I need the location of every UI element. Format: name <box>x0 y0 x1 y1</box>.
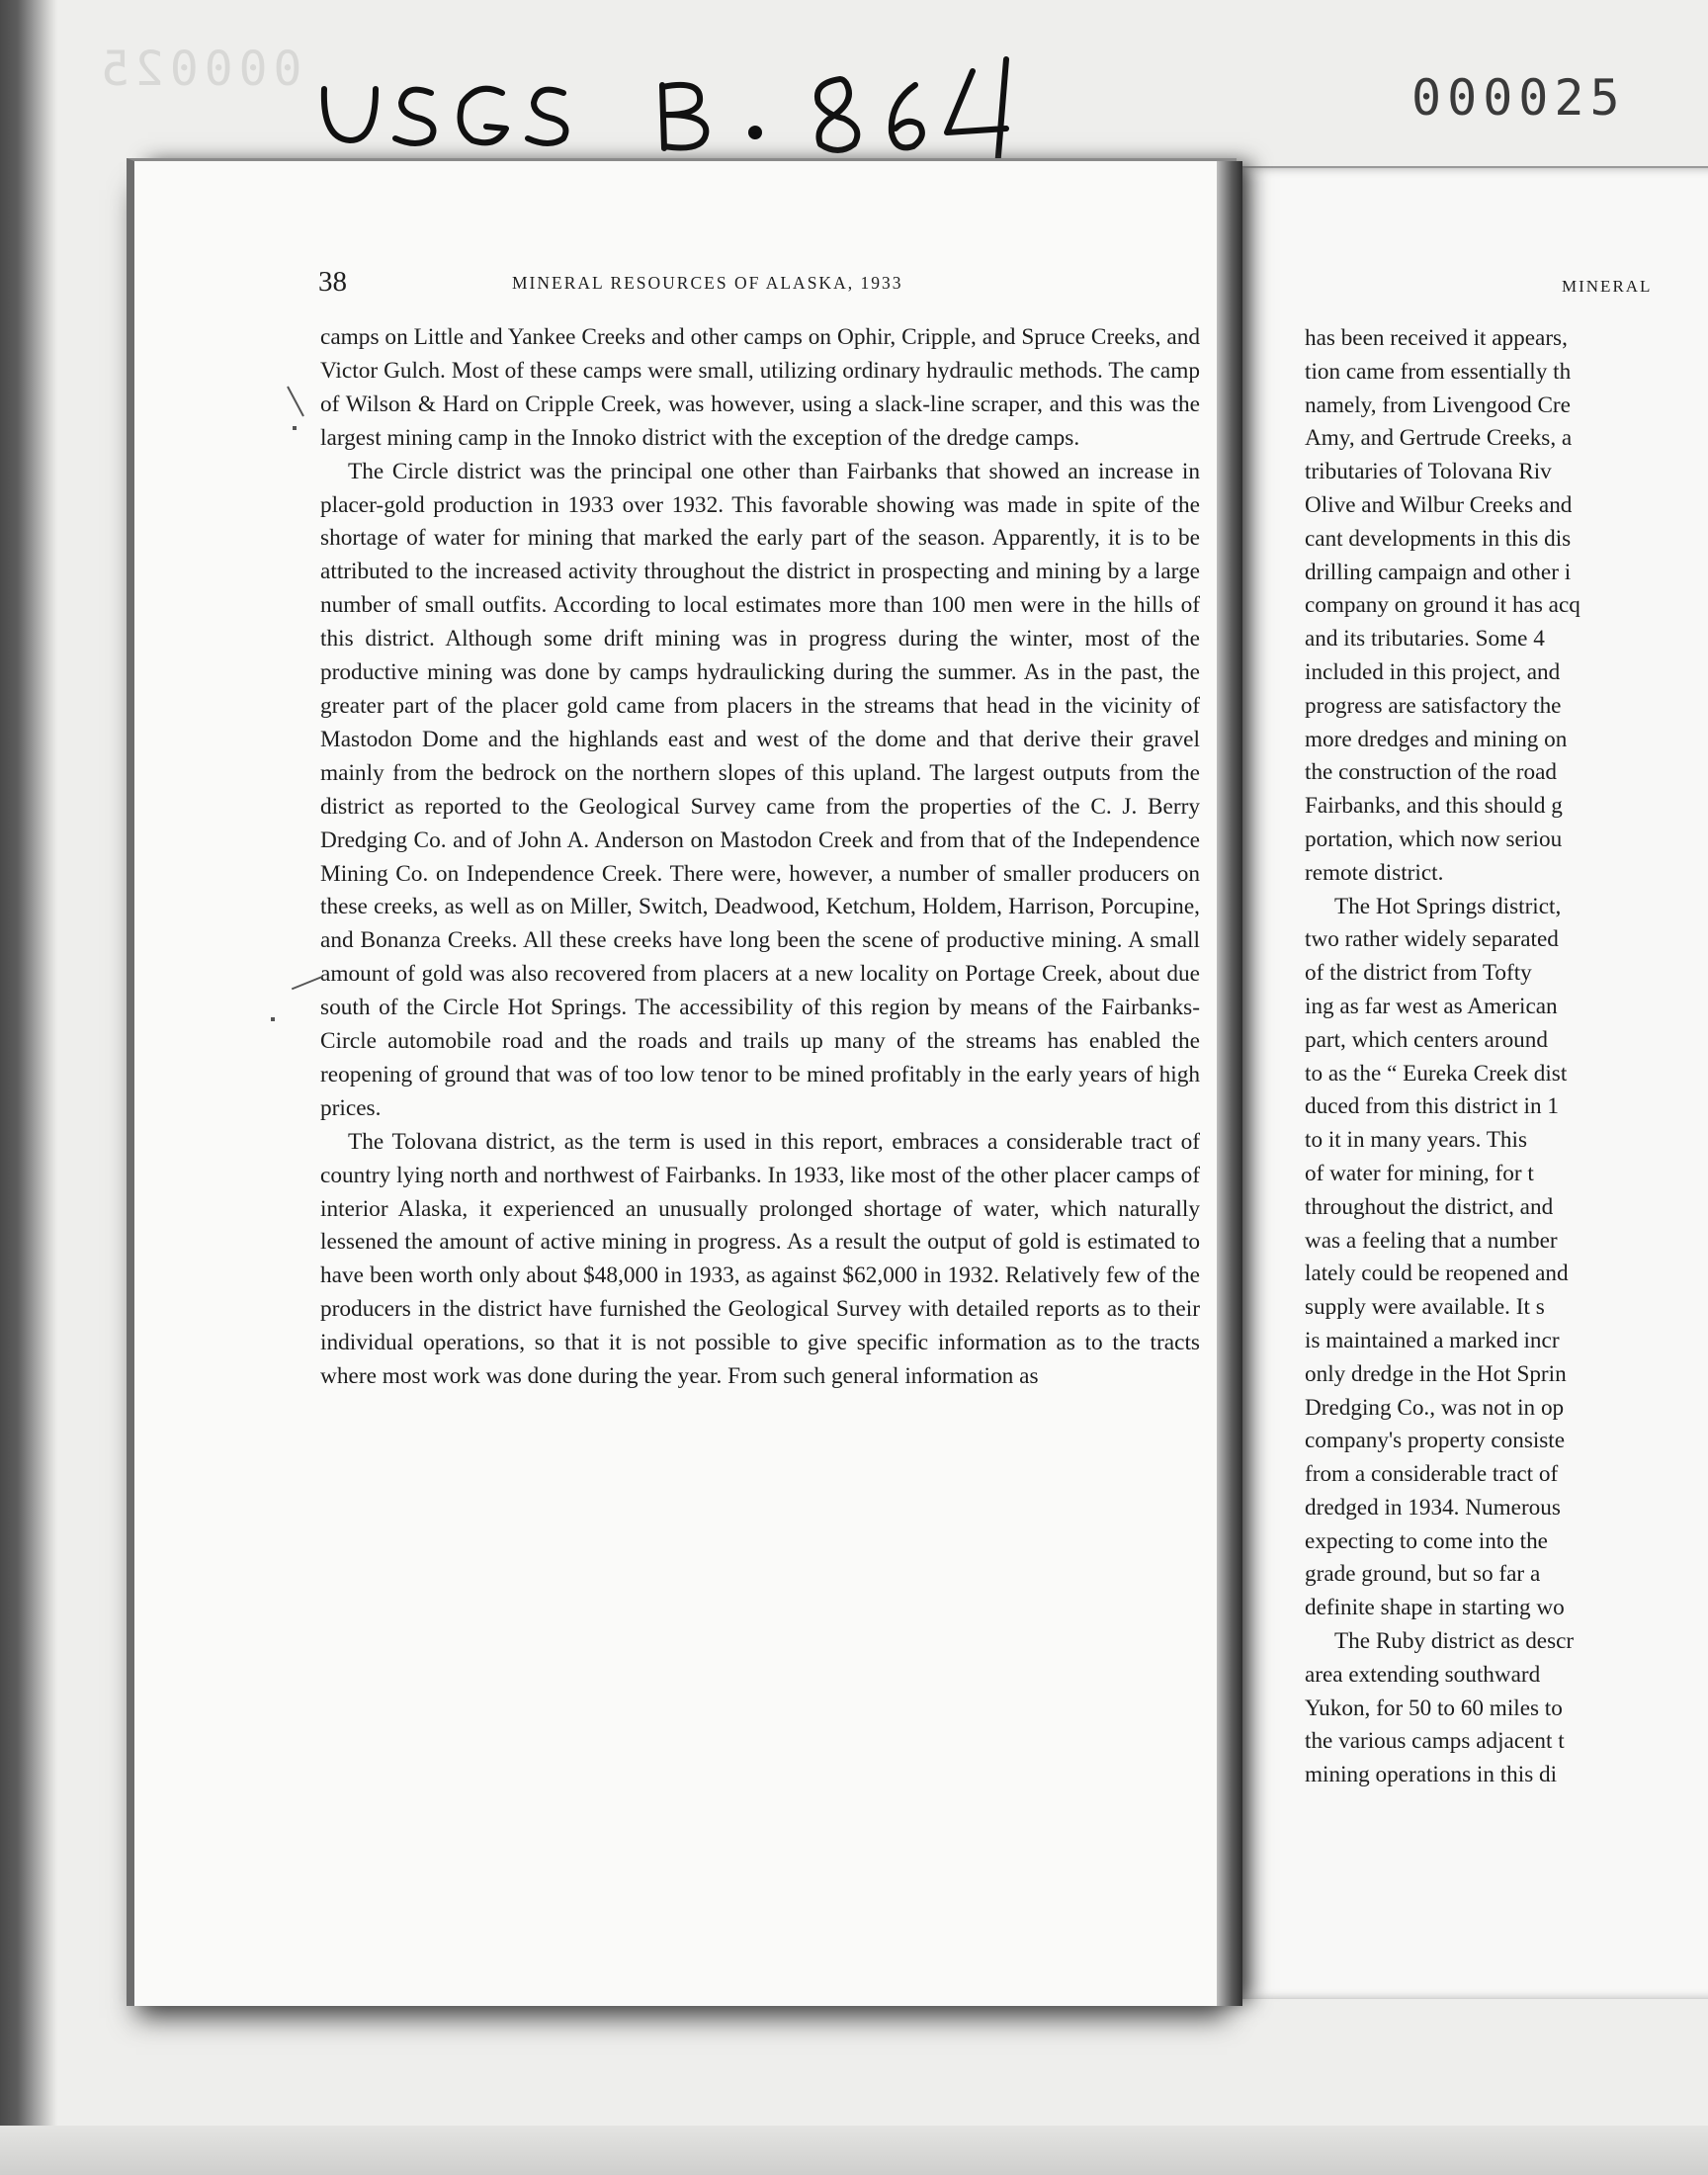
facing-page-line: supply were available. It s <box>1305 1294 1545 1321</box>
facing-page-line: cant developments in this dis <box>1305 525 1572 552</box>
facing-page-line: tributaries of Tolovana Riv <box>1305 459 1552 485</box>
facing-page-line: Yukon, for 50 to 60 miles to <box>1305 1695 1563 1721</box>
pencil-mark <box>292 976 323 991</box>
facing-page-line: more dredges and mining on <box>1305 726 1568 752</box>
facing-page-line: The Hot Springs district, <box>1334 893 1562 919</box>
main-page <box>127 158 1237 2006</box>
scanner-bottom-shade <box>0 2126 1708 2175</box>
facing-page-line: ing as far west as American <box>1305 993 1558 1019</box>
pencil-mark <box>293 426 297 430</box>
facing-page-line: lately could be reopened and <box>1305 1261 1569 1287</box>
facing-page-line: Fairbanks, and this should g <box>1305 793 1563 820</box>
facing-page-line: two rather widely separated <box>1305 926 1559 953</box>
facing-page-line: drilling campaign and other i <box>1305 559 1572 585</box>
facing-page-line: the construction of the road <box>1305 759 1557 786</box>
facing-page-line: dredged in 1934. Numerous <box>1305 1494 1561 1521</box>
facing-running-head: MINERAL <box>1562 277 1653 296</box>
body-text <box>320 321 1200 1394</box>
facing-page-line: Olive and Wilbur Creeks and <box>1305 491 1573 518</box>
paragraph-tolovana-district: The Tolovana district, as the term is used in this report, embraces a considerable tract of country lying north and northwest of Fairbanks. In 1933, like most of the other placer camps of interior Alaska, it experienced an unusually prolonged shortage of water, which naturally lessened the amount of active mining in progress. As a result the output of gold is estimated to have been worth only about $48,000 in 1933, as against $62,000 in 1932. Relatively few of the producers in the district have furnished the Geological Survey with detailed reports as to their individual operations, so that it is not possible to give specific information as to the tracts where most work was done during the year. From such general information as <box>320 1128 1200 1390</box>
facing-page-line: tion came from essentially th <box>1305 358 1572 385</box>
facing-page-line: Amy, and Gertrude Creeks, a <box>1305 425 1573 452</box>
facing-page-line: mining operations in this di <box>1305 1762 1558 1788</box>
facing-page-line: to it in many years. This <box>1305 1127 1527 1154</box>
pencil-mark <box>271 1017 275 1021</box>
facing-page-line: The Ruby district as descr <box>1334 1628 1575 1655</box>
facing-page-line: expecting to come into the <box>1305 1527 1548 1554</box>
facing-page-line: part, which centers around <box>1305 1026 1548 1053</box>
facing-page-line: progress are satisfactory the <box>1305 692 1562 719</box>
pencil-mark <box>287 387 304 417</box>
facing-page-line: and its tributaries. Some 4 <box>1305 626 1545 652</box>
facing-page-line: company on ground it has acq <box>1305 592 1580 619</box>
facing-page-line: Dredging Co., was not in op <box>1305 1394 1565 1421</box>
facing-page-line: from a considerable tract of <box>1305 1461 1559 1488</box>
facing-page <box>1226 166 1708 1999</box>
facing-page-line: is maintained a marked incr <box>1305 1327 1560 1353</box>
facing-page-line: to as the “ Eureka Creek dist <box>1305 1060 1568 1087</box>
facing-page-line: duced from this district in 1 <box>1305 1093 1559 1120</box>
facing-page-line: of water for mining, for t <box>1305 1160 1534 1186</box>
facing-page-line: namely, from Livengood Cre <box>1305 392 1571 418</box>
facing-page-line: of the district from Tofty <box>1305 960 1532 987</box>
facing-page-line: has been received it appears, <box>1305 325 1568 351</box>
facing-page-line: was a feeling that a number <box>1305 1227 1558 1254</box>
ghost-stamp-number: 000025 <box>95 42 302 97</box>
facing-page-line: only dredge in the Hot Sprin <box>1305 1360 1567 1387</box>
facing-page-line: portation, which now seriou <box>1305 826 1563 852</box>
facing-page-line: remote district. <box>1305 859 1444 886</box>
facing-page-line: throughout the district, and <box>1305 1193 1554 1220</box>
stamp-number: 000025 <box>1411 69 1626 127</box>
page-number: 38 <box>318 266 347 298</box>
facing-page-column <box>1305 322 1708 1792</box>
paragraph-circle-district: The Circle district was the principal one other than Fairbanks that showed an increase in placer-gold production in 1933 over 1932. This favorable showing was made in spite of the shortage of water for mining that marked the early part of the season. Apparently, it is to be attributed to the increased activity throughout the district in prospecting and mining by a large number of small outfits. According to local estimates more than 100 men were in the hills of this district. Although some drift mining was in progress during the winter, most of the productive mining was done by camps hydraulicking during the summer. As in the past, the greater part of the placer gold came from placers in the streams that head in the vicinity of Mastodon Dome and the highlands east and west of the dome and that derive their gravel mainly from the bedrock on the northern slopes of this upland. The largest outputs from the district as reported to the Geological Survey came from the properties of the C. J. Berry Dredging Co. and of John A. Anderson on Mastodon Creek and from that of the Independence Mining Co. on Independence Creek. There were, however, a number of smaller producers on these creeks, as well as on Miller, Switch, Deadwood, Ketchum, Holdem, Harrison, Porcupine, and Bonanza Creeks. All these creeks have long been the scene of productive mining. A small amount of gold was also recovered from placers at a new locality on Portage Creek, about due south of the Circle Hot Springs. The accessibility of this region by means of the Fairbanks-Circle automobile road and the roads and trails up many of the streams has enabled the reopening of ground that was of too low tenor to be mined profitably in the early years of high prices. <box>320 458 1200 1121</box>
running-head: MINERAL RESOURCES OF ALASKA, 1933 <box>512 273 903 293</box>
paragraph-innoko-camps: camps on Little and Yankee Creeks and other camps on Ophir, Cripple, and Spruce Creeks, and Victor Gulch. Most of these camps were small, utilizing ordinary hydraulic methods. The camp of Wilson & Hard on Cripple Creek, was however, using a slack-line scraper, and this was the largest mining camp in the Innoko district with the exception of the dredge camps. <box>320 324 1200 451</box>
facing-page-line: definite shape in starting wo <box>1305 1595 1565 1621</box>
facing-page-line: area extending southward <box>1305 1661 1541 1688</box>
facing-page-line: included in this project, and <box>1305 658 1561 685</box>
facing-page-line: grade ground, but so far a <box>1305 1561 1541 1588</box>
facing-page-line: the various camps adjacent t <box>1305 1728 1565 1755</box>
facing-page-line: company's property consiste <box>1305 1428 1566 1454</box>
scanner-left-edge <box>0 0 57 2175</box>
